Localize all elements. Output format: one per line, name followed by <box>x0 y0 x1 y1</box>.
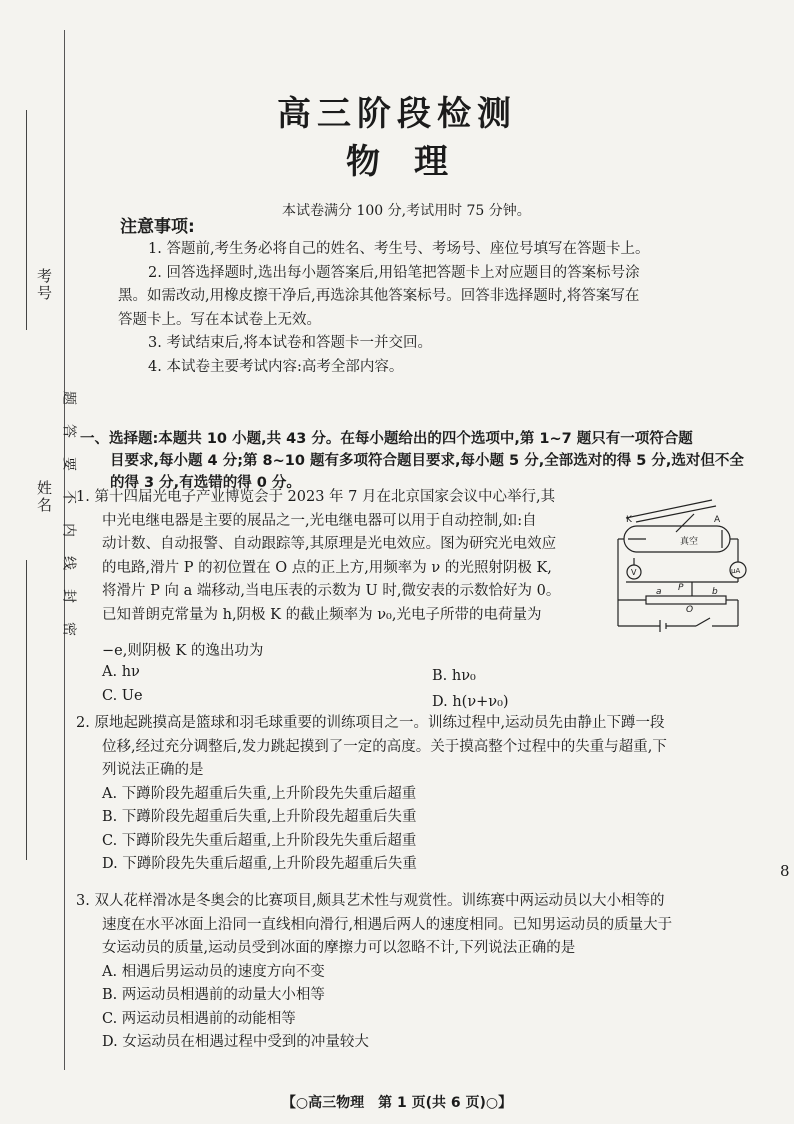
question-3 <box>76 890 756 1055</box>
label-o: O <box>686 605 694 615</box>
question-line: 3. 双人花样滑冰是冬奥会的比赛项目,颇具艺术性与观赏性。训练赛中两运动员以大小相等的 <box>76 893 665 909</box>
seal-char: 不 <box>63 488 77 504</box>
label-ua: μA <box>731 567 741 575</box>
margin-number: 8 <box>780 862 790 880</box>
option-c: C. Ue <box>102 688 143 704</box>
label-a-top: A <box>714 515 721 525</box>
option-c: C. 下蹲阶段先失重后超重,上升阶段先失重后超重 <box>102 832 417 849</box>
seal-char: 密 <box>63 620 77 636</box>
option-b: B. hν₀ <box>432 668 476 684</box>
light-ray <box>676 514 694 532</box>
seal-line-text <box>44 380 77 644</box>
question-line: 2. 原地起跳摸高是篮球和羽毛球重要的训练项目之一。训练过程中,运动员先由静止下蹲一段 <box>76 715 665 731</box>
slide-rheostat <box>646 596 726 604</box>
seal-char: 内 <box>63 521 77 537</box>
section-heading-line: 一、选择题:本题共 10 小题,共 43 分。在每小题给出的四个选项中,第 1~7 题只有一项符合题 <box>80 431 693 447</box>
notice-item: 答题卡上。写在本试卷上无效。 <box>118 311 321 328</box>
option-a: A. hν <box>102 664 140 680</box>
label-p: P <box>678 583 684 593</box>
option-b: B. 两运动员相遇前的动量大小相等 <box>102 987 325 1003</box>
label-k: K <box>626 515 632 525</box>
question-line: 列说法正确的是 <box>102 762 204 778</box>
question-line: 位移,经过充分调整后,发力跳起摸到了一定的高度。关于摸高整个过程中的失重与超重,下 <box>102 738 667 755</box>
question-line: 动计数、自动报警、自动跟踪等,其原理是光电效应。图为研究光电效应 <box>102 536 557 552</box>
question-line: 中光电继电器是主要的展品之一,光电继电器可以用于自动控制,如:自 <box>102 512 537 529</box>
question-line: 已知普朗克常量为 h,阴极 K 的截止频率为 ν₀,光电子所带的电荷量为 <box>102 606 542 623</box>
question-line: 女运动员的质量,运动员受到冰面的摩擦力可以忽略不计,下列说法正确的是 <box>102 940 576 956</box>
kaohao-label: 考号 <box>35 268 53 302</box>
option-a: A. 相遇后男运动员的速度方向不变 <box>102 963 325 980</box>
seal-char: 线 <box>63 554 77 570</box>
section-heading-rest: 目要求,每小题 4 分;第 8~10 题有多项符合题目要求,每小题 5 分,全部选对的得 5 分,选对但不全的得 3 分,有选错的得 0 分。 <box>110 453 744 491</box>
exam-info: 本试卷满分 100 分,考试用时 75 分钟。 <box>282 203 531 219</box>
section-heading <box>80 428 748 494</box>
photoelectric-circuit-figure <box>616 498 748 638</box>
option-c: C. 两运动员相遇前的动能相等 <box>102 1010 296 1027</box>
exam-title: 高三阶段检测 <box>277 94 517 134</box>
notice-item: 3. 考试结束后,将本试卷和答题卡一并交回。 <box>148 335 433 351</box>
seal-char: 封 <box>63 587 77 603</box>
option-a: A. 下蹲阶段先超重后失重,上升阶段先失重后超重 <box>102 785 417 802</box>
seal-char: 答 <box>63 422 77 438</box>
option-b: B. 下蹲阶段先超重后失重,上升阶段先超重后失重 <box>102 809 417 825</box>
notice-heading: 注意事项: <box>120 217 195 237</box>
question-1 <box>76 486 616 627</box>
seal-char: 题 <box>63 389 77 405</box>
label-v: V <box>631 568 637 577</box>
switch <box>696 618 710 626</box>
question-line: 1. 第十四届光电子产业博览会于 2023 年 7 月在北京国家会议中心举行,其 <box>76 489 556 505</box>
question-line: 速度在水平冰面上沿同一直线相向滑行,相遇后两人的速度相同。已知男运动员的质量大于 <box>102 916 673 933</box>
label-vacuum: 真空 <box>680 537 699 547</box>
question-line: 的电路,滑片 P 的初位置在 O 点的正上方,用频率为 ν 的光照射阴极 K, <box>102 559 552 576</box>
option-d: D. 下蹲阶段先失重后超重,上升阶段先超重后失重 <box>102 856 417 872</box>
notice-item: 4. 本试卷主要考试内容:高考全部内容。 <box>148 358 404 375</box>
notice-item: 1. 答题前,考生务必将自己的姓名、考生号、考场号、座位号填写在答题卡上。 <box>148 241 650 257</box>
label-a: a <box>656 587 662 597</box>
margin-rule <box>26 560 27 860</box>
option-d: D. h(ν+ν₀) <box>432 694 509 710</box>
seal-char: 要 <box>63 455 77 471</box>
question-line: −e,则阴极 K 的逸出功为 <box>102 643 264 659</box>
label-b: b <box>712 587 718 597</box>
page-footer: 【○高三物理 第 1 页(共 6 页)○】 <box>281 1095 513 1111</box>
option-d: D. 女运动员在相遇过程中受到的冲量较大 <box>102 1034 369 1050</box>
notice-item: 2. 回答选择题时,选出每小题答案后,用铅笔把答题卡上对应题目的答案标号涂 <box>148 264 640 281</box>
question-2 <box>76 712 756 877</box>
question-line: 将滑片 P 向 a 端移动,当电压表的示数为 U 时,微安表的示数恰好为 0。 <box>102 583 561 599</box>
question-1-tail <box>76 640 756 664</box>
notice-item: 黑。如需改动,用橡皮擦干净后,再选涂其他答案标号。回答非选择题时,将答案写在 <box>118 288 640 304</box>
name-label: 姓名 <box>35 480 53 514</box>
notice-block <box>118 238 708 379</box>
subject-title: 物 理 <box>346 142 448 182</box>
